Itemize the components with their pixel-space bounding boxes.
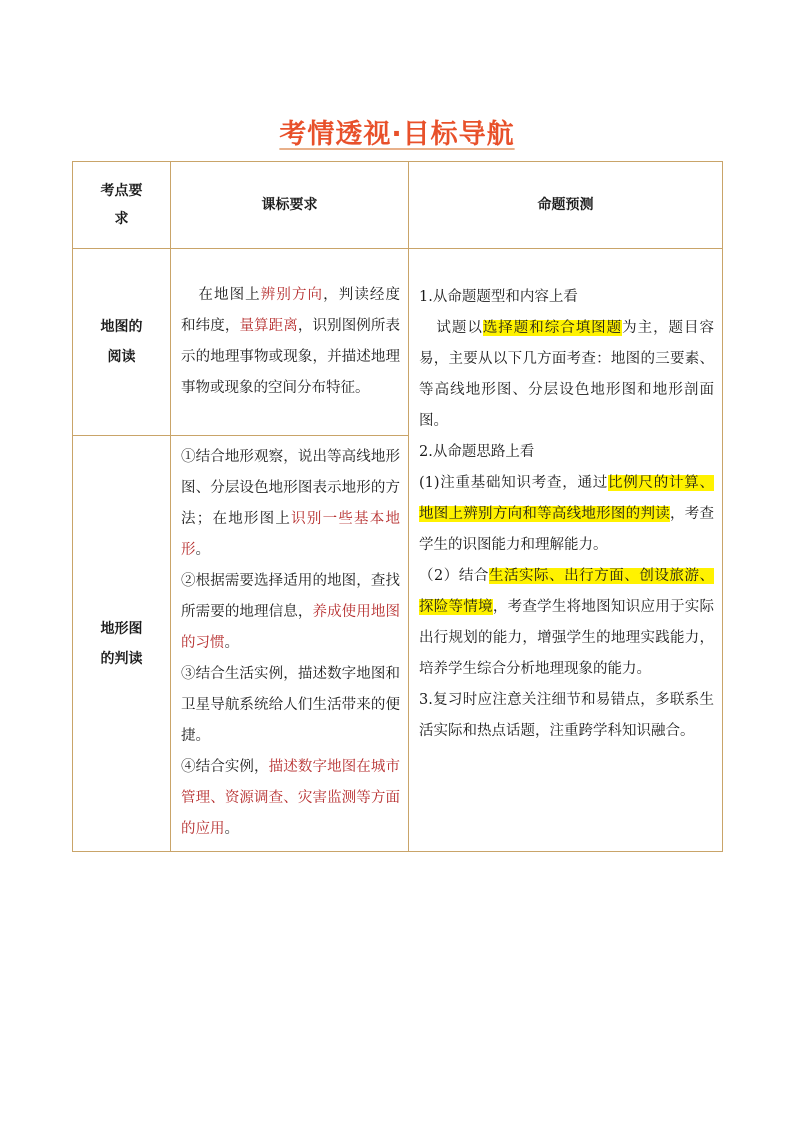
- prediction-paragraph: [419, 282, 714, 313]
- curriculum-item: [181, 659, 400, 752]
- prediction-paragraph: [419, 468, 714, 561]
- topic-cell: 地形图的判读: [73, 436, 171, 852]
- prediction-cell: [409, 249, 723, 852]
- exam-overview-table: [72, 161, 723, 852]
- body-text: 2.从命题思路上看: [419, 444, 535, 460]
- table-row: [73, 249, 723, 436]
- curriculum-cell: [171, 436, 409, 852]
- body-text: 。: [195, 542, 210, 558]
- emphasis-text: 描述数字地图在城市管理、资源调查、灾害监测等方面的应用: [181, 759, 401, 837]
- curriculum-cell: [171, 249, 409, 436]
- header-row: [73, 162, 723, 249]
- highlight-text: 选择题和综合填图题: [482, 320, 623, 336]
- body-text: ①结合地形观察，说出等高线地形图、分层设色地形图表示地形的方法；在地形图上: [181, 449, 400, 527]
- body-text: 。: [224, 821, 239, 837]
- body-text: 1.从命题题型和内容上看: [419, 289, 578, 305]
- curriculum-item: [181, 566, 400, 659]
- body-text: ，判读经度和纬度，: [181, 287, 401, 334]
- curriculum-text: [181, 280, 400, 404]
- topic-cell: 地图的阅读: [73, 249, 171, 436]
- prediction-paragraph: [419, 437, 714, 468]
- body-text: 为主，题目容易，主要从以下几方面考查：地图的三要素、等高线地形图、分层设色地形图和地形剖面图。: [419, 320, 715, 429]
- body-text: ③结合生活实例，描述数字地图和卫星导航系统给人们生活带来的便捷。: [181, 666, 400, 744]
- prediction-paragraph: [419, 685, 714, 747]
- emphasis-text: 识别一些基本地形: [181, 511, 401, 558]
- body-text: 在地图上: [198, 287, 261, 303]
- highlight-text: 生活实际、出行方面、创设旅游、探险等情境: [419, 568, 715, 615]
- body-text: 。: [224, 635, 239, 651]
- body-text: ，考查学生将地图知识应用于实际出行规划的能力，增强学生的地理实践能力，培养学生综合分析地理现象的能力。: [419, 599, 715, 677]
- prediction-paragraph: [419, 561, 714, 685]
- curriculum-item: [181, 752, 400, 845]
- body-text: (1)注重基础知识考查，通过: [419, 475, 609, 491]
- curriculum-item: [181, 442, 400, 566]
- body-text: 试题以: [436, 320, 483, 336]
- highlight-text: 比例尺的计算、地图上辨别方向和等高线地形图的判读: [419, 475, 714, 522]
- header-prediction: 命题预测: [409, 162, 723, 249]
- body-text: ④结合实例，: [181, 759, 269, 775]
- header-curriculum: 课标要求: [171, 162, 409, 249]
- body-text: （2）结合: [419, 568, 489, 584]
- emphasis-text: 养成使用地图的习惯: [181, 604, 401, 651]
- prediction-paragraph: [419, 313, 714, 437]
- body-text: 3.复习时应注意关注细节和易错点，多联系生活实际和热点话题，注重跨学科知识融合。: [419, 692, 714, 739]
- page-title: 考情透视·目标导航: [279, 119, 515, 150]
- header-topic: 考点要求: [73, 162, 171, 249]
- emphasis-text: 辨别方向: [260, 287, 324, 303]
- body-text: ②根据需要选择适用的地图，查找所需要的地理信息，: [181, 573, 400, 620]
- prediction-text: [419, 249, 714, 747]
- emphasis-text: 量算距离: [239, 318, 298, 334]
- body-text: ，识别图例所表示的地理事物或现象，并描述地理事物或现象的空间分布特征。: [181, 318, 401, 396]
- body-text: ，考查学生的识图能力和理解能力。: [419, 506, 715, 553]
